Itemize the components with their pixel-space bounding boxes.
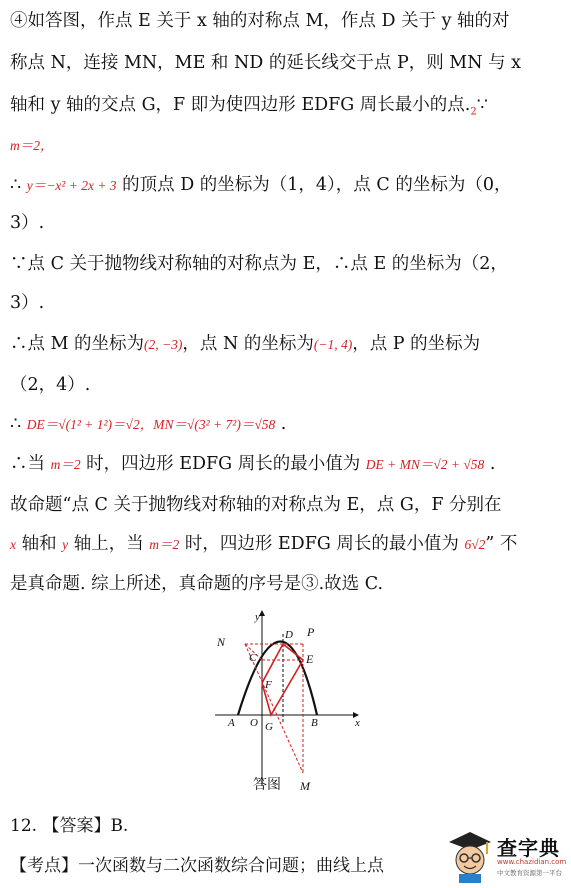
text-line-5: ∴ y＝−x² + 2x + 3 的顶点 D 的坐标为（1，4），点 C 的坐标为（0， — [10, 175, 512, 195]
figure-caption: 答图 — [253, 777, 281, 793]
watermark-tagline: 中文教育资源第一平台 — [497, 869, 562, 877]
parabola-figure — [205, 608, 365, 798]
label-g: G — [265, 721, 273, 733]
kaodian-line: 【考点】一次函数与二次函数综合问题；曲线上点 — [10, 856, 384, 876]
label-o: O — [250, 717, 258, 729]
label-e: E — [306, 652, 314, 666]
text-line-1: ④如答图，作点 E 关于 x 轴的对称点 M，作点 D 关于 y 轴的对 — [10, 11, 510, 31]
text-line-9: ∴点 M 的坐标为(2, −3)，点 N 的坐标为(−1, 4)，点 P 的坐标为 — [10, 334, 481, 354]
text-line-12: ∴当 m＝2 时，四边形 EDFG 周长的最小值为 DE + MN＝√2 + √58 . — [10, 454, 496, 474]
question-12-answer: 12. 【答案】B. — [10, 816, 129, 836]
label-b: B — [311, 717, 318, 729]
text-line-7: ∵点 C 关于抛物线对称轴的对称点为 E，∴点 E 的坐标为（2， — [10, 254, 508, 274]
text-line-10: （2，4）. — [10, 375, 91, 395]
y-axis-arrow — [259, 610, 265, 616]
label-c: C — [249, 652, 257, 664]
text-line-13: 故命题“点 C 关于抛物线对称轴的对称点为 E，点 G，F 分别在 — [10, 495, 502, 515]
text-line-8: 3）. — [10, 293, 45, 313]
text-line-6: 3）. — [10, 213, 45, 233]
chazidian-watermark — [445, 828, 565, 884]
text-line-14: x 轴和 y 轴上，当 m＝2 时，四边形 EDFG 周长的最小值为 6√2” 不 — [10, 534, 518, 554]
watermark-title: 查字典 — [497, 836, 560, 860]
point-m-coords: (2, −3) — [144, 337, 183, 352]
text-line-15: 是真命题. 综上所述，真命题的序号是③.故选 C. — [10, 574, 384, 594]
label-p: P — [307, 625, 315, 639]
label-f: F — [265, 679, 272, 691]
label-y: y — [255, 611, 260, 623]
watermark-url: www.chazidian.com — [497, 858, 567, 866]
distance-equation: DE＝√(1² + 1²)＝√2，MN＝√(3² + 7²)＝√58 — [26, 417, 276, 432]
label-n: N — [217, 635, 226, 649]
mascot-icon — [445, 828, 495, 884]
text-line-11: ∴ DE＝√(1² + 1²)＝√2，MN＝√(3² + 7²)＝√58 . — [10, 414, 287, 434]
perimeter-equation: DE + MN＝√2 + √58 — [365, 457, 485, 472]
parabola-equation: y＝−x² + 2x + 3 — [26, 178, 117, 193]
text-line-4: m＝2， — [10, 138, 54, 153]
text-line-3: 轴和 y 轴的交点 G，F 即为使四边形 EDFG 周长最小的点$._2\because$ — [10, 95, 488, 118]
label-a: A — [228, 717, 235, 729]
label-d: D — [285, 629, 293, 641]
label-x: x — [355, 717, 360, 729]
point-n-coords: (−1, 4) — [313, 337, 353, 352]
label-m: M — [300, 779, 310, 793]
text-line-2: 称点 N，连接 MN，ME 和 ND 的延长线交于点 P，则 MN 与 x — [10, 53, 522, 73]
